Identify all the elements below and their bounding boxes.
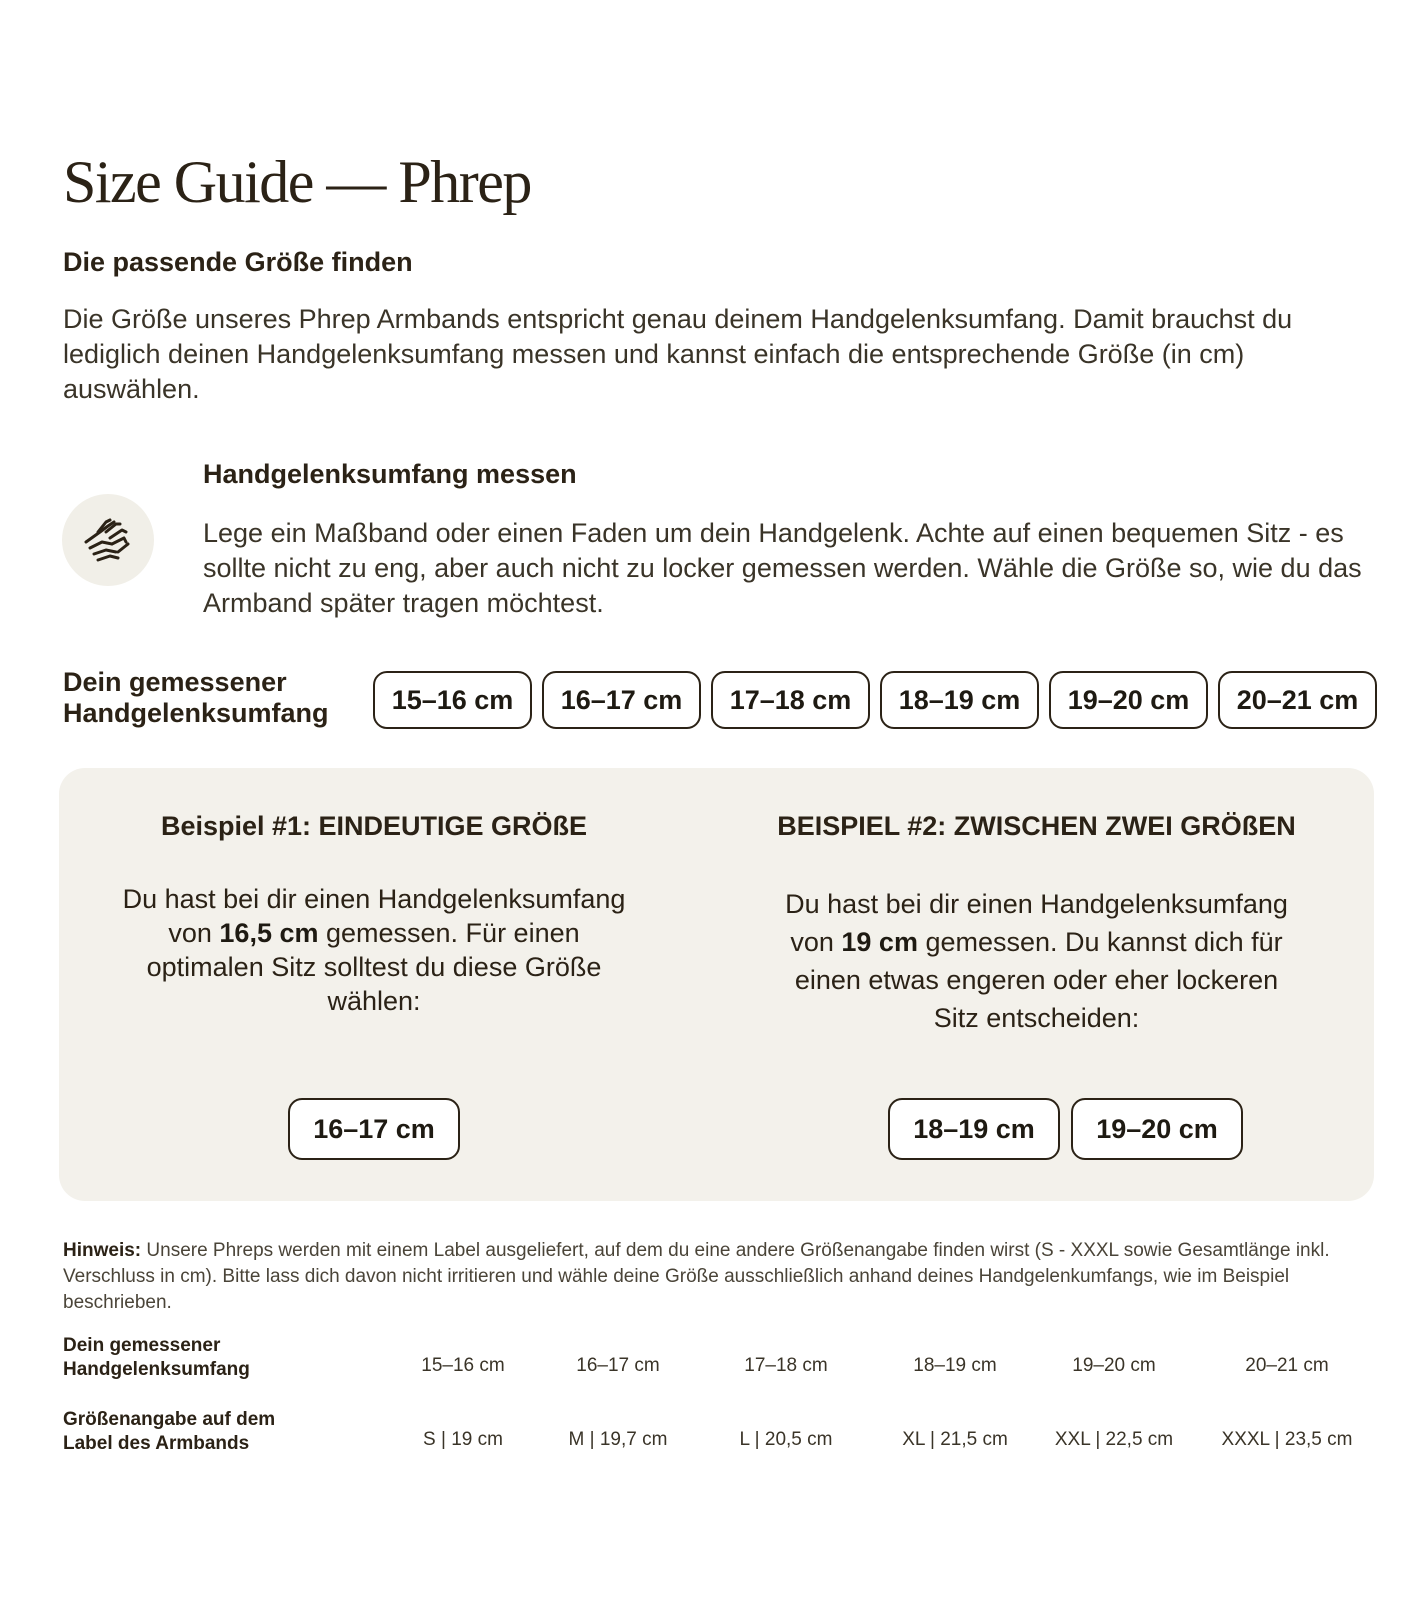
example1-line4: wählen:: [327, 986, 421, 1016]
note-body: Unsere Phreps werden mit einem Label ausgeliefert, auf dem du eine andere Größenangabe finden wirst (S - XXXL sowie Gesamtlänge inkl. Verschluss in cm). Bitte lass dich davon nicht irritieren und wähle deine Größe ausschließlich anhand deines Handgelenkumfangs, wie im Beispiel beschrieben.: [63, 1240, 1330, 1313]
example1-line3: optimalen Sitz solltest du diese Größe: [146, 952, 602, 982]
example1-line2: [59, 916, 689, 950]
table-row-label-line2: Label des Armbands: [63, 1433, 250, 1454]
example2-line3: einen etwas engeren oder eher lockeren: [794, 965, 1279, 995]
size-chip-20-21[interactable]: 20–21 cm: [1218, 671, 1377, 729]
table-cell: S | 19 cm: [423, 1429, 503, 1450]
table-cell: 16–17 cm: [576, 1355, 660, 1376]
table-cell: XXXL | 23,5 cm: [1221, 1429, 1353, 1450]
table-cell: 18–19 cm: [913, 1355, 997, 1376]
example1-measurement: 16,5 cm: [219, 918, 319, 948]
page-title: Size Guide — Phrep: [63, 149, 531, 215]
example2-line2: [699, 923, 1374, 961]
example2-size-chip-18-19[interactable]: 18–19 cm: [888, 1098, 1060, 1160]
table-cell: L | 20,5 cm: [739, 1429, 833, 1450]
table-row-label-measured: [63, 1334, 363, 1382]
table-cell: 17–18 cm: [744, 1355, 828, 1376]
measure-text: Lege ein Maßband oder einen Faden um dein Handgelenk. Achte auf einen bequemen Sitz - es sollte nicht zu eng, aber auch nicht zu locker gemessen werden. Wähle die Größe so, wie du das Armband später tragen möchtest.: [203, 518, 1362, 618]
table-cell: XL | 21,5 cm: [902, 1429, 1008, 1450]
example1-post: gemessen. Für einen: [318, 918, 580, 948]
measure-title: Handgelenksumfang messen: [203, 459, 577, 489]
table-cell: M | 19,7 cm: [568, 1429, 668, 1450]
table-cell: XXL | 22,5 cm: [1054, 1429, 1174, 1450]
note-label: Hinweis:: [63, 1240, 142, 1261]
example2-size-chip-19-20[interactable]: 19–20 cm: [1071, 1098, 1243, 1160]
sizes-label: [63, 667, 363, 729]
size-chip-16-17[interactable]: 16–17 cm: [542, 671, 701, 729]
example1-pre: von: [168, 918, 220, 948]
example1-line1: Du hast bei dir einen Handgelenksumfang: [122, 884, 626, 914]
example2-measurement: 19 cm: [841, 927, 918, 957]
example2-text: [699, 885, 1374, 1037]
table-row-label-label-size: [63, 1408, 363, 1456]
size-chip-17-18[interactable]: 17–18 cm: [711, 671, 870, 729]
size-chip-18-19[interactable]: 18–19 cm: [880, 671, 1039, 729]
size-chip-19-20[interactable]: 19–20 cm: [1049, 671, 1208, 729]
example1-size-chip[interactable]: 16–17 cm: [288, 1098, 460, 1160]
sizes-label-line2: Handgelenksumfang: [63, 698, 329, 728]
table-row-label-line2: Handgelenksumfang: [63, 1359, 250, 1380]
example2-title: BEISPIEL #2: ZWISCHEN ZWEI GRÖßEN: [777, 811, 1296, 841]
table-cell: 20–21 cm: [1245, 1355, 1329, 1376]
example1-text: [59, 882, 689, 1018]
note-text: [63, 1238, 1363, 1316]
table-cell: 15–16 cm: [421, 1355, 505, 1376]
example2-post: gemessen. Du kannst dich für: [917, 927, 1283, 957]
example2-line4: Sitz entscheiden:: [933, 1003, 1140, 1033]
table-row-label-line1: Dein gemessener: [63, 1335, 221, 1356]
table-row-label-line1: Größenangabe auf dem: [63, 1409, 276, 1430]
size-chip-15-16[interactable]: 15–16 cm: [373, 671, 532, 729]
example2-line1: Du hast bei dir einen Handgelenksumfang: [785, 889, 1288, 919]
hand-measure-icon: [62, 494, 154, 586]
intro-text: Die Größe unseres Phrep Armbands entspricht genau deinem Handgelenksumfang. Damit brauchst du lediglich deinen Handgelenksumfang messen und kannst einfach die entsprechende Größe (in cm) auswählen.: [63, 304, 1293, 404]
examples-panel: [59, 768, 1374, 1201]
example2-pre: von: [790, 927, 842, 957]
subheading: Die passende Größe finden: [63, 247, 413, 277]
example1-title: Beispiel #1: EINDEUTIGE GRÖßE: [160, 811, 588, 841]
sizes-label-line1: Dein gemessener: [63, 667, 287, 697]
table-cell: 19–20 cm: [1072, 1355, 1156, 1376]
